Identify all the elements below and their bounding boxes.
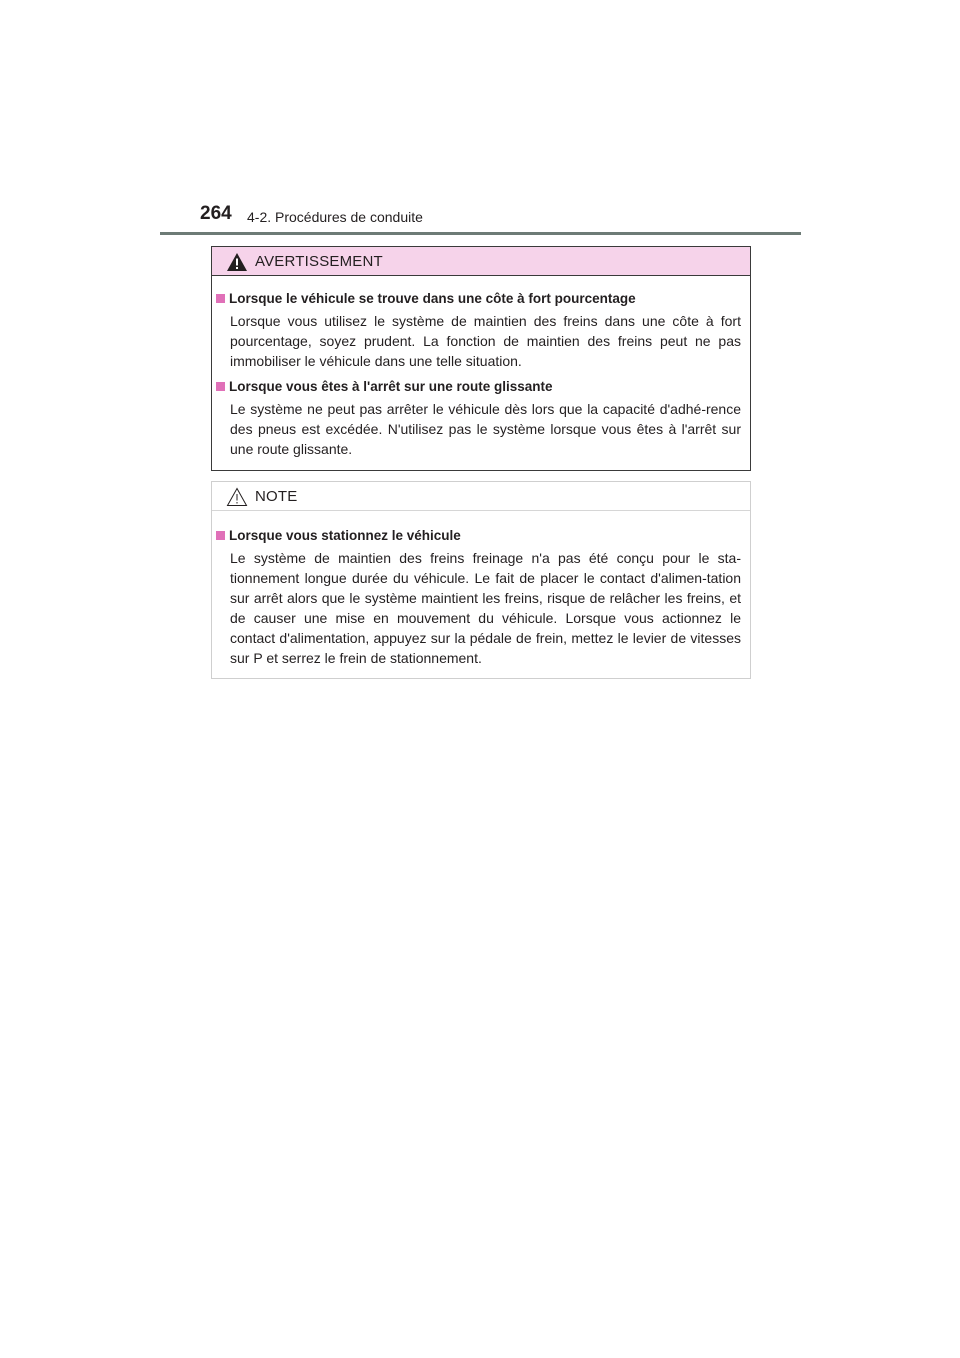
warning-label: AVERTISSEMENT [255,253,383,270]
warning-item-steep-slope [216,290,741,371]
warning-header [212,247,750,276]
warning-body [212,276,750,459]
square-bullet-icon [216,531,225,540]
note-box [211,481,751,679]
warning-box [211,246,751,471]
item-title-text: Lorsque vous êtes à l'arrêt sur une route glissante [229,379,553,394]
note-body [212,511,750,668]
item-title [216,527,741,545]
item-title-text: Lorsque le véhicule se trouve dans une côte à fort pourcentage [229,291,636,306]
note-header [212,482,750,511]
item-title [216,378,741,396]
square-bullet-icon [216,382,225,391]
note-label: NOTE [255,488,298,505]
section-title: 4-2. Procédures de conduite [247,209,423,225]
page-number: 264 [200,203,232,224]
header-divider [160,232,801,235]
caution-triangle-outline-icon [226,487,248,507]
item-title-text: Lorsque vous stationnez le véhicule [229,528,461,543]
item-title [216,290,741,308]
page-header [200,203,760,227]
warning-item-slippery-road [216,378,741,459]
note-item-parking [216,527,741,668]
warning-triangle-icon [226,252,248,272]
square-bullet-icon [216,294,225,303]
item-text: Le système de maintien des freins freinage n'a pas été conçu pour le sta-tionnement longue durée du véhicule. Le fait de placer le contact d'alimen-tation sur arrêt alors que le système maintient les freins, risque de relâcher les freins, et de causer une mise en mouvement du véhicule. Lorsque vous actionnez le contact d'alimentation, appuyez sur la pédale de frein, mettez le levier de vitesses sur P et serrez le frein de stationnement. [230,550,741,666]
item-text: Lorsque vous utilisez le système de maintien des freins dans une côte à fort pourcentage, soyez prudent. La fonction de maintien des freins peut ne pas immobiliser le véhicule dans une telle situation. [230,313,741,369]
item-text: Le système ne peut pas arrêter le véhicule dès lors que la capacité d'adhé-rence des pneus est excédée. N'utilisez pas le système lorsque vous êtes à l'arrêt sur une route glissante. [230,401,741,457]
